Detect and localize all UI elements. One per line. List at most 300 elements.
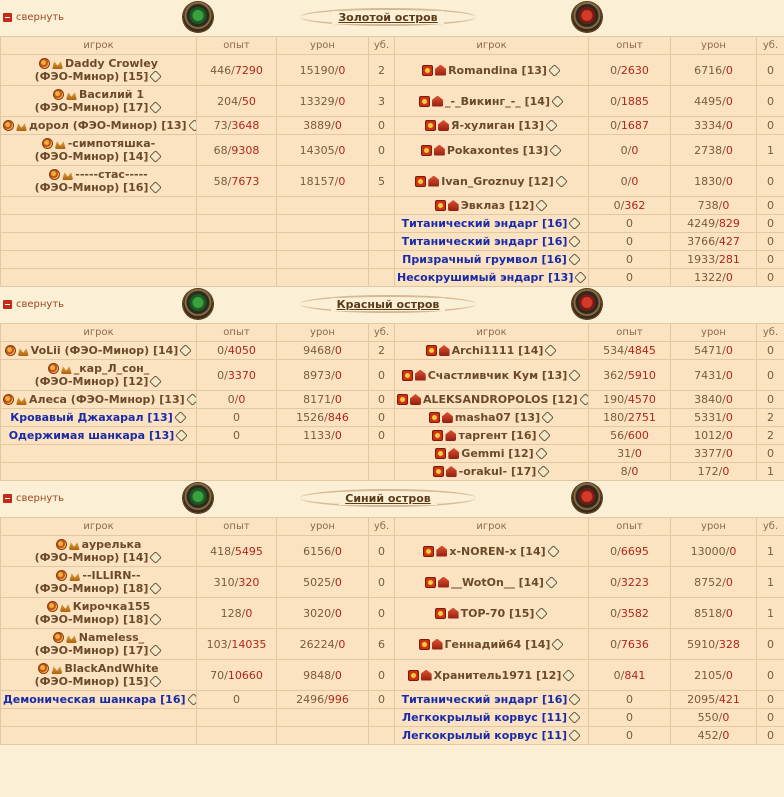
info-icon[interactable] — [150, 101, 163, 114]
exp-cell — [589, 427, 671, 445]
clan-icon — [429, 412, 440, 423]
info-icon[interactable] — [568, 711, 581, 724]
right-player-cell — [395, 727, 589, 745]
left-player-cell — [1, 536, 197, 567]
left-player-cell — [1, 691, 197, 709]
rank-icon — [16, 120, 27, 131]
player-name-link[interactable]: x-NOREN-x [14] — [449, 544, 546, 558]
exp-cell-total: 10660 — [227, 668, 263, 682]
exp-cell-total: 0 — [238, 393, 246, 406]
info-icon[interactable] — [569, 217, 582, 230]
info-icon[interactable] — [579, 393, 589, 406]
kills-cell: 0 — [757, 197, 784, 215]
clan-icon — [402, 370, 413, 381]
separator: / — [631, 447, 635, 460]
info-icon[interactable] — [175, 429, 188, 442]
info-icon[interactable] — [537, 465, 550, 478]
kills-cell: 0 — [757, 117, 784, 135]
info-icon[interactable] — [548, 64, 561, 77]
npc-name-link[interactable]: Кровавый Джахарал [13] — [10, 411, 173, 424]
info-icon[interactable] — [150, 675, 163, 688]
npc-name-link[interactable]: Титанический эндарг [16] — [401, 235, 568, 248]
info-icon[interactable] — [187, 693, 197, 706]
exp-cell-total: 600 — [627, 429, 649, 442]
col-header-kills: уб. — [757, 324, 784, 342]
separator: / — [334, 637, 339, 651]
col-header-dmg: урон — [277, 37, 369, 55]
dmg-cell — [671, 463, 757, 481]
table-row — [1, 536, 784, 567]
dmg-cell-total: 281 — [718, 253, 740, 266]
clan-icon — [419, 96, 430, 107]
dmg-cell — [671, 427, 757, 445]
dmg-cell-total: 0 — [722, 711, 730, 724]
separator: / — [231, 544, 235, 558]
table-row — [1, 342, 784, 360]
exp-cell — [589, 709, 671, 727]
battle-table — [0, 517, 784, 745]
player-name-link[interactable]: _кар_Л_сон_ — [73, 362, 150, 375]
exp-cell-value: 31 — [617, 447, 632, 460]
info-icon[interactable] — [563, 669, 576, 682]
player-entry — [397, 64, 586, 77]
info-icon[interactable] — [536, 607, 549, 620]
rank-icon — [432, 96, 443, 107]
separator: / — [627, 143, 632, 157]
team-green-medal-icon — [183, 2, 213, 32]
exp-cell — [197, 463, 277, 481]
island-section — [0, 481, 784, 745]
dmg-cell-total: 0 — [338, 63, 346, 77]
info-icon[interactable] — [150, 375, 163, 388]
dmg-cell-value: 8518 — [694, 606, 723, 620]
player-line — [3, 662, 194, 675]
player-name-link[interactable]: Gemmi [12] — [461, 447, 534, 460]
kills-cell — [369, 269, 395, 287]
separator: / — [231, 63, 235, 77]
player-name-link[interactable]: Алеса (ФЭО-Минор) [13] — [29, 393, 185, 406]
left-player-cell — [1, 86, 197, 117]
dmg-cell-total: 0 — [722, 729, 730, 742]
info-icon[interactable] — [174, 411, 187, 424]
exp-cell — [197, 166, 277, 197]
exp-cell — [589, 117, 671, 135]
dmg-cell-value: 452 — [697, 729, 719, 742]
dmg-cell — [277, 86, 369, 117]
dmg-cell — [671, 629, 757, 660]
dmg-cell-value: 8752 — [694, 575, 723, 589]
player-name-link[interactable]: Ivan_Groznuy [12] — [441, 174, 554, 188]
npc-name-link[interactable]: Несокрушимый эндарг [13] — [397, 271, 574, 284]
separator: / — [715, 235, 719, 248]
separator: / — [234, 575, 239, 589]
faction-icon — [5, 345, 16, 356]
separator: / — [334, 94, 339, 108]
player-line — [3, 119, 194, 132]
info-icon[interactable] — [541, 411, 554, 424]
player-entry — [3, 660, 194, 690]
player-name-link[interactable]: Archi1111 [14] — [451, 344, 544, 357]
kills-cell: 0 — [369, 691, 395, 709]
separator: / — [722, 411, 726, 424]
right-player-cell — [395, 251, 589, 269]
dmg-cell — [671, 269, 757, 287]
separator: / — [718, 729, 723, 742]
player-entry — [397, 95, 586, 108]
exp-cell-total: 5910 — [627, 368, 656, 382]
npc-name-link[interactable]: Демоническая шанкара [16] — [3, 693, 186, 706]
player-name-link[interactable]: Василий 1 — [79, 88, 144, 101]
faction-icon — [53, 89, 64, 100]
left-player-cell — [1, 233, 197, 251]
exp-cell — [589, 598, 671, 629]
player-line — [3, 88, 194, 101]
kills-cell: 0 — [757, 55, 784, 86]
exp-cell-total: 3223 — [620, 575, 649, 589]
exp-cell — [589, 660, 671, 691]
exp-cell — [589, 197, 671, 215]
player-clan-line — [3, 551, 194, 564]
exp-cell — [197, 251, 277, 269]
player-line — [3, 57, 194, 70]
kills-cell: 0 — [757, 86, 784, 117]
exp-cell — [197, 427, 277, 445]
rank-icon — [69, 539, 80, 550]
dmg-cell-value: 13329 — [299, 94, 335, 108]
info-icon[interactable] — [568, 729, 581, 742]
kills-cell — [369, 727, 395, 745]
kills-cell: 0 — [369, 427, 395, 445]
exp-cell-total: 6695 — [620, 544, 649, 558]
exp-cell-total: 1687 — [620, 119, 649, 132]
player-entry — [397, 429, 586, 442]
info-icon[interactable] — [535, 447, 548, 460]
faction-icon — [48, 363, 59, 374]
player-name-link[interactable]: -orakul- [17] — [458, 465, 537, 478]
right-player-cell — [395, 629, 589, 660]
dmg-cell-total: 0 — [725, 174, 733, 188]
separator: / — [224, 344, 228, 357]
exp-cell — [589, 342, 671, 360]
player-name-link[interactable]: VoLii (ФЭО-Минор) [14] — [30, 344, 179, 357]
exp-cell-total: 50 — [241, 94, 256, 108]
dmg-cell-total: 0 — [334, 544, 342, 558]
rank-icon — [415, 370, 426, 381]
battle-table — [0, 36, 784, 287]
dmg-cell-total: 0 — [725, 271, 733, 284]
player-name-link[interactable]: -симпотяшка- — [67, 137, 156, 150]
dmg-cell-value: 3840 — [694, 393, 723, 406]
npc-name-link[interactable]: Легкокрылый корвус [11] — [402, 711, 567, 724]
right-player-cell — [395, 567, 589, 598]
table-header-row — [1, 518, 784, 536]
info-icon[interactable] — [555, 175, 568, 188]
left-player-cell — [1, 251, 197, 269]
player-name-link[interactable]: BlackAndWhite — [64, 662, 159, 675]
col-header-exp: опыт — [589, 324, 671, 342]
info-icon[interactable] — [545, 344, 558, 357]
exp-cell — [589, 536, 671, 567]
info-icon[interactable] — [545, 576, 558, 589]
separator: / — [718, 465, 723, 478]
separator: / — [722, 368, 726, 382]
player-name-link[interactable]: Nameless_ — [78, 631, 145, 644]
col-header-kills: уб. — [369, 518, 395, 536]
player-name-link[interactable]: -----стас----- — [75, 168, 148, 181]
player-name-link[interactable]: __WotOn__ [14] — [451, 575, 544, 589]
info-icon[interactable] — [545, 119, 558, 132]
separator: / — [722, 606, 726, 620]
left-player-cell — [1, 567, 197, 598]
player-line — [3, 538, 194, 551]
col-header-dmg: урон — [277, 324, 369, 342]
dmg-cell-value: 5331 — [694, 411, 723, 424]
dmg-cell-total: 0 — [725, 143, 733, 157]
info-icon[interactable] — [535, 199, 548, 212]
exp-cell-value: 56 — [610, 429, 625, 442]
dmg-cell-value: 5025 — [303, 575, 332, 589]
player-name-link[interactable]: Эвклаз [12] — [460, 199, 535, 212]
section-title[interactable]: Золотой остров — [332, 11, 443, 24]
exp-cell-total: 841 — [624, 668, 646, 682]
info-icon[interactable] — [538, 429, 551, 442]
exp-cell — [197, 269, 277, 287]
info-icon[interactable] — [150, 150, 163, 163]
player-entry — [3, 166, 194, 196]
player-entry — [397, 119, 586, 132]
faction-icon — [3, 394, 14, 405]
separator: / — [715, 217, 719, 230]
player-clan-level: (ФЭО-Минор) [17] — [34, 644, 149, 657]
separator: / — [331, 606, 335, 620]
exp-cell-total: 14035 — [231, 637, 267, 651]
npc-name-link[interactable]: Титанический эндарг [16] — [401, 693, 568, 706]
player-name-link[interactable]: аурелька — [81, 538, 142, 551]
separator: / — [331, 119, 335, 132]
table-row — [1, 117, 784, 135]
info-icon[interactable] — [568, 253, 581, 266]
table-row — [1, 409, 784, 427]
info-icon[interactable] — [188, 119, 197, 132]
exp-cell — [589, 86, 671, 117]
separator: / — [334, 143, 339, 157]
info-icon[interactable] — [150, 551, 163, 564]
player-line — [397, 638, 586, 651]
rank-icon — [446, 466, 457, 477]
dmg-cell-value: 14305 — [299, 143, 335, 157]
battle-table — [0, 323, 784, 481]
separator: / — [617, 637, 621, 651]
exp-cell-value: 0 — [610, 606, 618, 620]
info-icon[interactable] — [547, 545, 560, 558]
dmg-cell — [277, 567, 369, 598]
exp-cell-total: 4570 — [627, 393, 656, 406]
dmg-cell — [671, 727, 757, 745]
info-icon[interactable] — [568, 369, 581, 382]
npc-name-link[interactable]: Одержимая шанкара [13] — [8, 429, 175, 442]
rank-icon — [51, 663, 62, 674]
clan-icon — [435, 448, 446, 459]
dmg-cell — [671, 598, 757, 629]
npc-name-link[interactable]: Титанический эндарг [16] — [401, 217, 568, 230]
kills-cell: 0 — [369, 567, 395, 598]
rank-icon — [61, 363, 72, 374]
info-icon[interactable] — [150, 582, 163, 595]
table-row — [1, 727, 784, 745]
info-icon[interactable] — [179, 344, 192, 357]
dmg-cell — [671, 391, 757, 409]
separator: / — [624, 429, 628, 442]
dmg-cell — [277, 197, 369, 215]
info-icon[interactable] — [150, 644, 163, 657]
rank-icon — [436, 546, 447, 557]
dmg-cell-value: 1012 — [694, 429, 723, 442]
dmg-cell — [277, 135, 369, 166]
dmg-cell — [671, 117, 757, 135]
dmg-cell-value: 8973 — [303, 368, 332, 382]
rank-icon — [432, 639, 443, 650]
exp-cell — [197, 727, 277, 745]
right-player-cell — [395, 463, 589, 481]
player-name-link[interactable]: Pokaxontes [13] — [446, 143, 549, 157]
info-icon[interactable] — [186, 393, 197, 406]
player-name-link[interactable]: Счастливчик Кум [13] — [427, 368, 568, 382]
player-name-link[interactable]: таргент [16] — [458, 429, 537, 442]
rank-icon — [434, 145, 445, 156]
exp-cell-total: 0 — [631, 143, 639, 157]
left-player-cell — [1, 342, 197, 360]
dmg-cell — [671, 251, 757, 269]
player-name-link[interactable]: Romandina [13] — [448, 63, 547, 77]
dmg-cell-total: 0 — [334, 575, 342, 589]
rank-icon — [438, 120, 449, 131]
player-line — [397, 175, 586, 188]
separator: / — [334, 63, 339, 77]
info-icon[interactable] — [569, 235, 582, 248]
player-line — [397, 429, 586, 442]
dmg-cell-total: 0 — [725, 94, 733, 108]
player-entry — [397, 411, 586, 424]
exp-cell-value: 103 — [206, 637, 228, 651]
info-icon[interactable] — [569, 693, 582, 706]
collapse-icon — [3, 300, 12, 309]
rank-icon — [60, 601, 71, 612]
player-name-link[interactable]: Я-хулиган [13] — [450, 119, 545, 132]
right-player-cell — [395, 86, 589, 117]
left-player-cell — [1, 727, 197, 745]
collapse-button[interactable] — [3, 12, 64, 23]
separator: / — [722, 63, 726, 77]
npc-name-link[interactable]: Легкокрылый корвус [11] — [402, 729, 567, 742]
player-line — [3, 569, 194, 582]
exp-cell — [197, 445, 277, 463]
player-line — [3, 344, 194, 357]
section-header — [0, 287, 784, 323]
player-line — [3, 168, 194, 181]
exp-cell-value: 190 — [603, 393, 625, 406]
right-player-cell — [395, 598, 589, 629]
player-name-link[interactable]: ALEKSANDROPOLOS [12] — [423, 393, 578, 406]
dmg-cell-value: 2496 — [296, 693, 325, 706]
player-name-link[interactable]: --ILLIRN-- — [82, 569, 141, 582]
player-name-link[interactable]: _-_Викинг_-_ [14] — [445, 94, 550, 108]
separator: / — [620, 668, 625, 682]
left-player-cell — [1, 391, 197, 409]
table-header-row — [1, 37, 784, 55]
info-icon[interactable] — [150, 70, 163, 83]
table-row — [1, 269, 784, 287]
dmg-cell — [671, 233, 757, 251]
kills-cell: 0 — [757, 660, 784, 691]
col-header-exp: опыт — [197, 324, 277, 342]
player-name-link[interactable]: Хранитель1971 [12] — [433, 668, 562, 682]
exp-cell-total: 2751 — [627, 411, 656, 424]
player-name-link[interactable]: дорол (ФЭО-Минор) [13] — [29, 119, 187, 132]
separator: / — [224, 368, 228, 382]
info-icon[interactable] — [150, 181, 163, 194]
collapse-button[interactable] — [3, 493, 64, 504]
table-row — [1, 215, 784, 233]
npc-name-link[interactable]: Призрачный грумвол [16] — [402, 253, 567, 266]
dmg-cell-total: 0 — [725, 411, 733, 424]
player-name-link[interactable]: Геннадий64 [14] — [444, 637, 551, 651]
player-entry — [397, 638, 586, 651]
dmg-cell-total: 0 — [725, 344, 733, 357]
exp-cell — [197, 567, 277, 598]
clan-icon — [426, 345, 437, 356]
kills-cell — [369, 251, 395, 269]
kills-cell — [369, 233, 395, 251]
section-title[interactable]: Красный остров — [331, 298, 446, 311]
exp-cell — [589, 445, 671, 463]
dmg-cell-total: 328 — [718, 637, 740, 651]
separator: / — [331, 668, 335, 682]
collapse-button[interactable] — [3, 299, 64, 310]
dmg-cell-value: 3889 — [303, 119, 332, 132]
player-entry — [3, 360, 194, 390]
separator: / — [227, 637, 232, 651]
player-name-link[interactable]: masha07 [13] — [454, 411, 541, 424]
dmg-cell-value: 15190 — [299, 63, 335, 77]
info-icon[interactable] — [549, 144, 562, 157]
player-name-link[interactable]: Daddy Crowley — [65, 57, 158, 70]
separator: / — [331, 429, 335, 442]
info-icon[interactable] — [552, 638, 565, 651]
exp-cell — [197, 86, 277, 117]
dmg-cell-total: 0 — [725, 668, 733, 682]
info-icon[interactable] — [150, 613, 163, 626]
player-name-link[interactable]: Кирочка155 — [72, 600, 151, 613]
separator: / — [227, 174, 232, 188]
section-title[interactable]: Синий остров — [339, 492, 436, 505]
col-header-dmg: урон — [671, 37, 757, 55]
right-player-cell — [395, 55, 589, 86]
player-name-link[interactable]: TOP-70 [15] — [460, 606, 535, 620]
info-icon[interactable] — [575, 271, 588, 284]
dmg-cell — [671, 166, 757, 197]
exp-cell-total: 4845 — [627, 344, 656, 357]
exp-cell-value: 0 — [610, 544, 618, 558]
exp-cell-total: 7290 — [234, 63, 263, 77]
info-icon[interactable] — [551, 95, 564, 108]
exp-cell-value: 0 — [626, 693, 633, 706]
dmg-cell-total: 0 — [722, 199, 730, 212]
player-entry — [397, 199, 586, 212]
player-clan-line — [3, 181, 194, 194]
dmg-cell-value: 26224 — [299, 637, 335, 651]
exp-cell-value: 0 — [233, 693, 240, 706]
exp-cell — [589, 409, 671, 427]
